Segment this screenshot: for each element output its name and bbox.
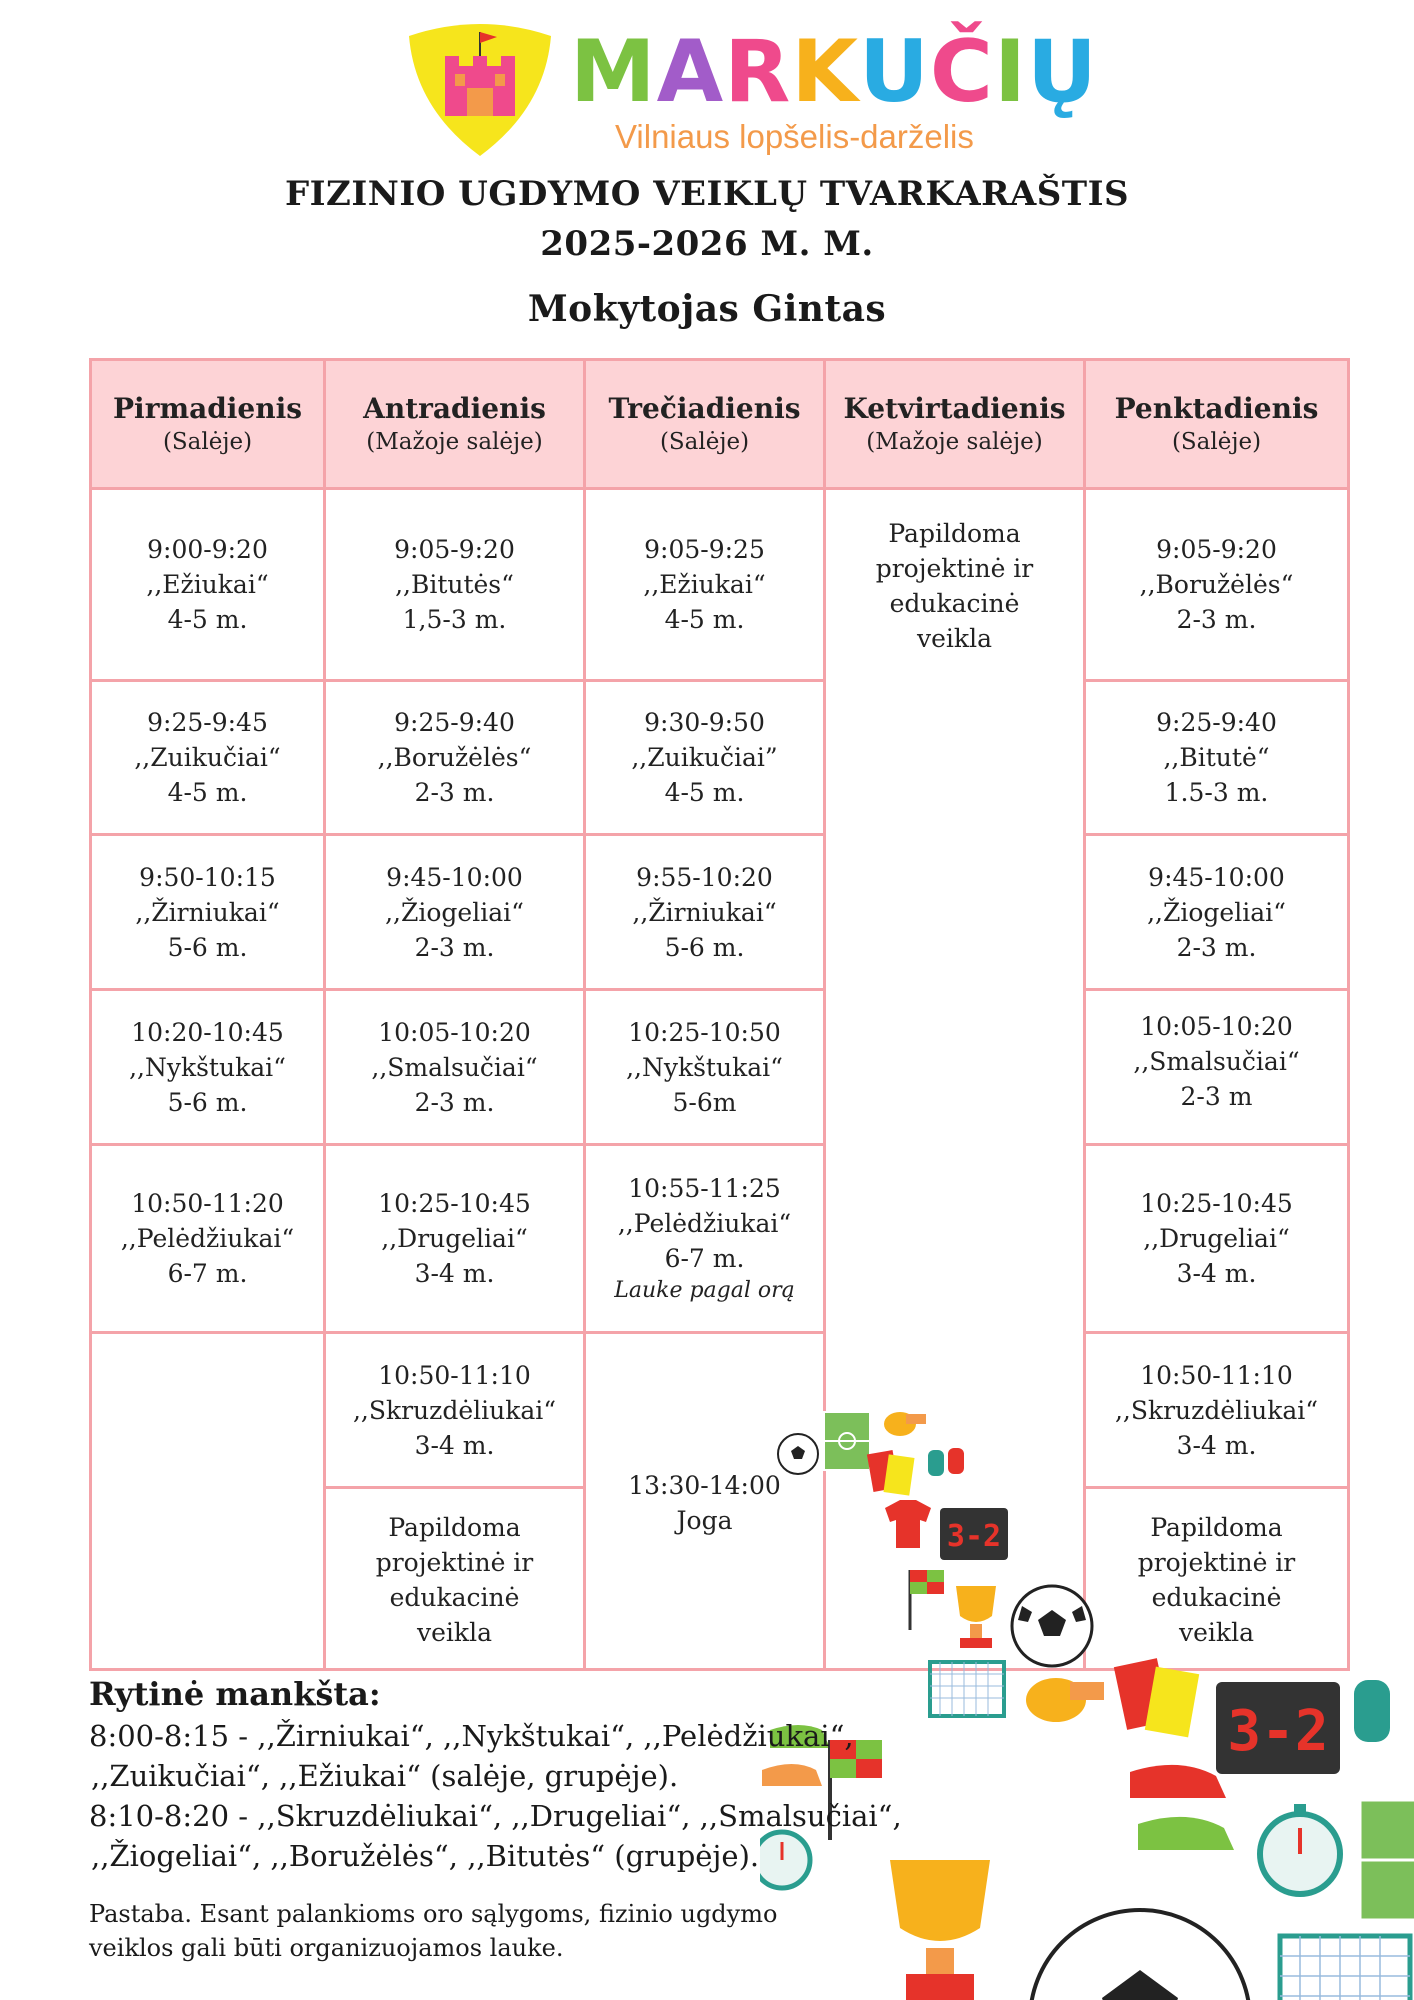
slot-tuesday-3 — [326, 836, 583, 988]
logo-letter: Ų — [1027, 22, 1098, 122]
slot-age: 1,5-3 m. — [402, 605, 507, 634]
whistle-icon — [884, 1412, 926, 1436]
slot-wednesday-5 — [586, 1146, 823, 1331]
logo-letter: R — [724, 22, 792, 122]
header-wednesday — [586, 361, 823, 487]
logo-letter: A — [656, 22, 725, 122]
slot-tuesday-4 — [326, 991, 583, 1143]
referee-cards-icon — [1114, 1658, 1199, 1737]
day-room: (Mažoje salėje) — [866, 429, 1043, 455]
school-year: 2025-2026 M. M. — [540, 224, 874, 264]
slot-time: 9:05-9:20 — [394, 535, 515, 564]
slot-group: ,,Nykštukai“ — [129, 1052, 286, 1082]
goal-net-icon — [1280, 1936, 1410, 2000]
trophy-icon — [956, 1586, 996, 1648]
slot-time: 9:45-10:00 — [386, 862, 523, 892]
header-friday — [1086, 361, 1347, 487]
slot-monday-4 — [92, 991, 323, 1143]
slot-age: 3-4 m. — [1176, 1259, 1257, 1288]
slot-age: 5-6 m. — [167, 932, 248, 962]
slot-group: ,,Nykštukai“ — [626, 1052, 783, 1082]
slot-age: 2-3 m. — [1176, 932, 1257, 962]
extra-line: edukacinė — [889, 589, 1020, 618]
slot-friday-5 — [1086, 1146, 1347, 1331]
extra-activity-thursday — [826, 490, 1083, 790]
slot-time: 13:30-14:00 — [628, 1470, 781, 1500]
slot-age: 5-6 m. — [664, 932, 745, 962]
day-name: Trečiadienis — [608, 392, 801, 425]
slot-activity: Joga — [676, 1505, 733, 1535]
slot-time: 10:25-10:45 — [1140, 1189, 1293, 1218]
extra-line: edukacinė — [1151, 1583, 1282, 1612]
extra-activity-tuesday — [326, 1489, 583, 1671]
slot-age: 3-4 m. — [1176, 1430, 1257, 1460]
scoreboard-icon — [1216, 1682, 1340, 1774]
extra-line: veikla — [917, 624, 992, 653]
slot-friday-2 — [1086, 682, 1347, 833]
svg-text:3-2: 3-2 — [946, 1519, 1002, 1554]
slot-tuesday-5 — [326, 1146, 583, 1331]
scoreboard-icon — [940, 1508, 1008, 1560]
day-name: Penktadienis — [1114, 392, 1319, 425]
slot-group: ,,Bitutės“ — [395, 570, 514, 599]
castle-shield-icon — [405, 18, 555, 158]
slot-group: ,,Žirniukai“ — [632, 897, 777, 927]
slot-group: ,,Drugeliai“ — [1143, 1224, 1290, 1253]
slot-monday-5 — [92, 1146, 323, 1331]
day-room: (Salėje) — [659, 429, 750, 455]
slot-wednesday-1 — [586, 490, 823, 679]
remark-line: veiklos gali būti organizuojamos lauke. — [89, 1934, 564, 1962]
stopwatch-icon — [1260, 1804, 1340, 1894]
slot-friday-3 — [1086, 836, 1347, 988]
logo-letter: K — [791, 22, 860, 122]
extra-line: Papildoma — [1150, 1513, 1283, 1542]
morning-line: ,,Žiogeliai“, ,,Boružėlės“, ,,Bitutės“ (grupėje). — [91, 1839, 760, 1873]
extra-line: edukacinė — [389, 1583, 520, 1612]
slot-time: 10:25-10:50 — [628, 1017, 781, 1047]
slot-friday-1 — [1086, 490, 1347, 679]
extra-line: Papildoma — [888, 519, 1021, 548]
slot-group: ,,Skruzdėliukai“ — [352, 1395, 557, 1425]
extra-line: Papildoma — [388, 1513, 521, 1542]
slot-time: 9:00-9:20 — [147, 535, 268, 564]
morning-exercise — [89, 1672, 989, 1876]
slot-group: ,,Smalsučiai“ — [1133, 1046, 1300, 1076]
morning-line: ,,Zuikučiai“, ,,Ežiukai“ (salėje, grupėje). — [91, 1759, 679, 1793]
slot-time: 9:25-9:45 — [147, 708, 268, 737]
slot-group: ,,Skruzdėliukai“ — [1114, 1395, 1319, 1425]
slot-time: 10:05-10:20 — [1140, 1011, 1293, 1041]
slot-monday-1 — [92, 490, 323, 679]
slot-time: 10:20-10:45 — [131, 1017, 284, 1047]
extra-line: veikla — [417, 1618, 492, 1647]
slot-time: 10:50-11:10 — [1140, 1360, 1293, 1390]
header-tuesday — [326, 361, 583, 487]
slot-group: ,,Pelėdžiukai“ — [617, 1209, 792, 1238]
slot-age: 6-7 m. — [664, 1244, 745, 1273]
slot-group: ,,Zuikučiai“ — [134, 743, 281, 772]
slot-age: 2-3 m — [1180, 1081, 1253, 1111]
slot-wednesday-2 — [586, 682, 823, 833]
slot-group: ,,Boružėlės“ — [1139, 570, 1294, 599]
slot-age: 2-3 m. — [414, 932, 495, 962]
slot-age: 2-3 m. — [414, 1087, 495, 1117]
remark-line: Pastaba. Esant palankioms oro sąlygoms, fizinio ugdymo — [89, 1900, 778, 1928]
slot-age: 3-4 m. — [414, 1259, 495, 1288]
slot-age: 4-5 m. — [167, 778, 248, 807]
slot-group: ,,Žiogeliai“ — [1147, 897, 1286, 927]
logo — [405, 18, 1098, 168]
header-thursday — [826, 361, 1083, 487]
slot-age: 4-5 m. — [167, 605, 248, 634]
slot-wednesday-4 — [586, 991, 823, 1143]
slot-group: ,,Pelėdžiukai“ — [120, 1224, 295, 1253]
slot-time: 9:05-9:20 — [1156, 535, 1277, 564]
day-room: (Salėje) — [162, 429, 253, 455]
slot-wednesday-3 — [586, 836, 823, 988]
morning-line: 8:10-8:20 - ,,Skruzdėliukai“, ,,Drugeliai“, ,,Smalsučiai“, — [89, 1799, 902, 1833]
morning-line: 8:00-8:15 - ,,Žirniukai“, ,,Nykštukai“, ,,Pelėdžiukai“, — [89, 1719, 854, 1753]
slot-monday-3 — [92, 836, 323, 988]
field-icon — [824, 1412, 870, 1470]
slot-age: 5-6 m. — [167, 1087, 248, 1117]
field-icon — [1360, 1800, 1414, 1920]
slot-tuesday-2 — [326, 682, 583, 833]
slot-group: ,,Ežiukai“ — [643, 570, 766, 599]
day-room: (Salėje) — [1171, 429, 1262, 455]
extra-line: veikla — [1179, 1618, 1254, 1647]
slot-time: 10:05-10:20 — [378, 1017, 531, 1047]
soccer-ball-icon — [778, 1434, 818, 1474]
slot-time: 9:50-10:15 — [139, 862, 276, 892]
slot-group: ,,Žiogeliai“ — [385, 897, 524, 927]
morning-title: Rytinė mankšta: — [89, 1675, 381, 1713]
slot-tuesday-1 — [326, 490, 583, 679]
slot-age: 4-5 m. — [664, 778, 745, 807]
logo-wordmark — [570, 22, 1098, 122]
slot-time: 9:45-10:00 — [1148, 862, 1285, 892]
goalkeeper-gloves-icon — [928, 1448, 964, 1476]
trophy-icon — [890, 1860, 990, 2000]
slot-note: Lauke pagal orą — [614, 1278, 795, 1303]
page-title: FIZINIO UGDYMO VEIKLŲ TVARKARAŠTIS — [284, 174, 1130, 214]
day-room: (Mažoje salėje) — [366, 429, 543, 455]
teacher-name: Mokytojas Gintas — [527, 288, 887, 330]
slot-age: 6-7 m. — [167, 1259, 248, 1288]
day-name: Ketvirtadienis — [843, 392, 1066, 425]
goalkeeper-gloves-icon — [1354, 1680, 1390, 1742]
slot-time: 10:50-11:10 — [378, 1360, 531, 1390]
soccer-ball-icon — [1012, 1586, 1092, 1666]
slot-group: ,,Boružėlės“ — [377, 743, 532, 772]
slot-group: ,,Bitutė“ — [1163, 743, 1270, 772]
svg-text:3-2: 3-2 — [1227, 1699, 1329, 1764]
slot-friday-4 — [1086, 991, 1347, 1131]
extra-line: projektinė ir — [1137, 1548, 1296, 1577]
slot-time: 9:30-9:50 — [644, 708, 765, 737]
slot-time: 9:05-9:25 — [644, 535, 765, 564]
remark-note — [89, 1897, 777, 1965]
slot-time: 10:50-11:20 — [131, 1189, 284, 1218]
soccer-ball-icon — [1030, 1910, 1250, 2000]
slot-time: 10:55-11:25 — [628, 1174, 781, 1203]
corner-flag-icon — [910, 1570, 944, 1630]
slot-age: 2-3 m. — [414, 778, 495, 807]
logo-letter: I — [994, 22, 1028, 122]
day-name: Pirmadienis — [113, 392, 302, 425]
football-boot-icon — [1130, 1765, 1234, 1850]
header-monday — [92, 361, 323, 487]
extra-line: projektinė ir — [375, 1548, 534, 1577]
slot-group: ,,Žirniukai“ — [135, 897, 280, 927]
jersey-icon — [885, 1500, 931, 1548]
extra-line: projektinė ir — [875, 554, 1034, 583]
slot-tuesday-6 — [326, 1334, 583, 1486]
slot-age: 5-6m — [672, 1087, 737, 1117]
slot-monday-2 — [92, 682, 323, 833]
slot-group: ,,Drugeliai“ — [381, 1224, 528, 1253]
logo-subtitle: Vilniaus lopšelis-darželis — [615, 118, 974, 155]
slot-group: ,,Smalsučiai“ — [371, 1052, 538, 1082]
slot-age: 3-4 m. — [414, 1430, 495, 1460]
slot-age: 1.5-3 m. — [1164, 778, 1269, 807]
slot-group: ,,Ežiukai“ — [146, 570, 269, 599]
logo-letter: U — [859, 22, 930, 122]
slot-age: 4-5 m. — [664, 605, 745, 634]
logo-letter: M — [570, 22, 657, 122]
slot-group: ,,Zuikučiai” — [631, 743, 778, 772]
slot-time: 10:25-10:45 — [378, 1189, 531, 1218]
day-name: Antradienis — [363, 392, 546, 425]
slot-time: 9:25-9:40 — [1156, 708, 1277, 737]
referee-cards-icon — [867, 1450, 915, 1496]
logo-letter: Č — [929, 22, 995, 122]
slot-time: 9:55-10:20 — [636, 862, 773, 892]
whistle-icon — [1026, 1678, 1104, 1722]
slot-time: 9:25-9:40 — [394, 708, 515, 737]
slot-age: 2-3 m. — [1176, 605, 1257, 634]
